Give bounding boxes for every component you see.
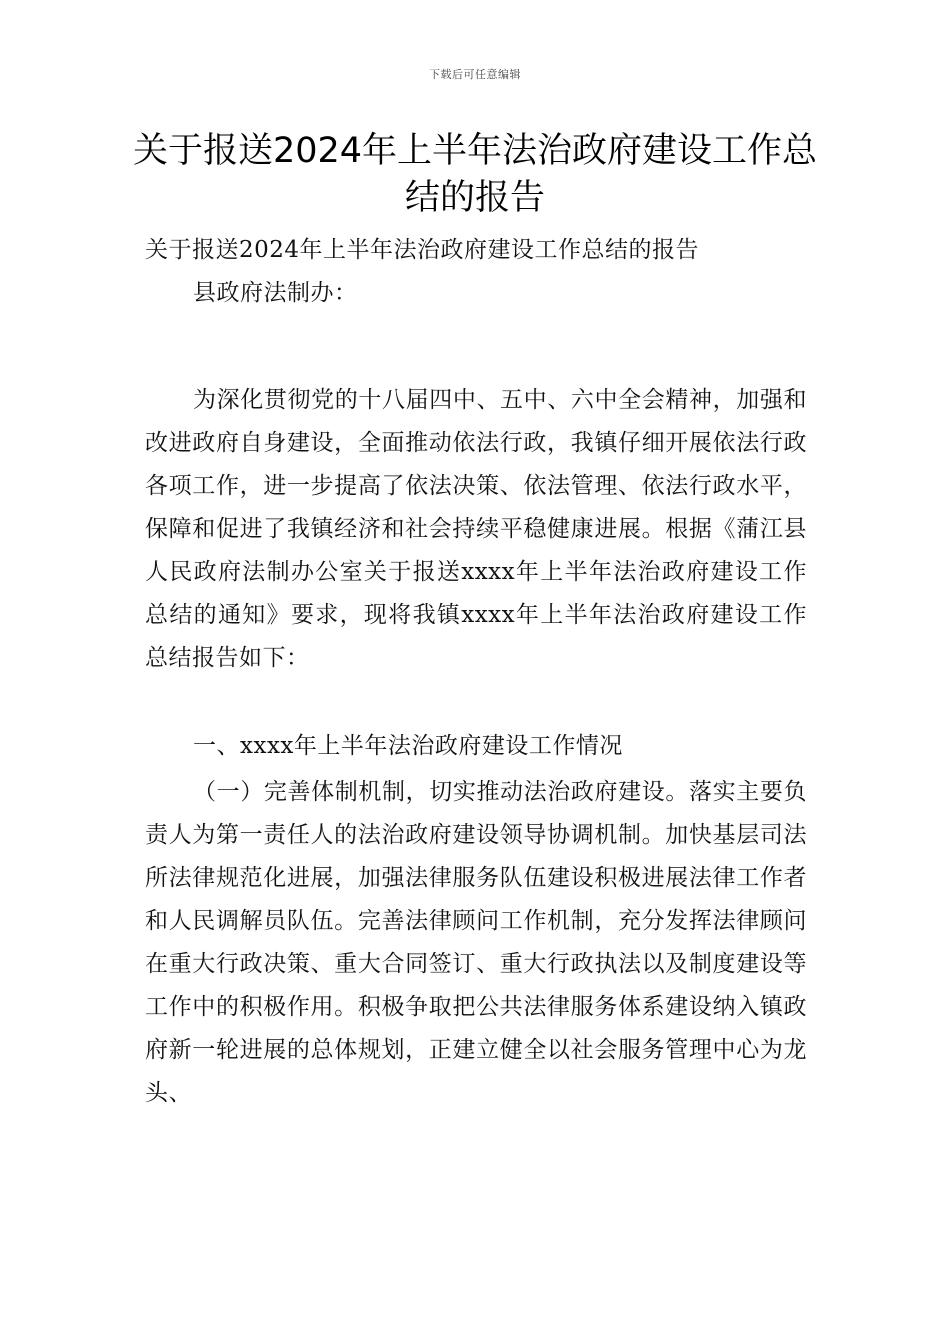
paragraph-intro: 为深化贯彻党的十八届四中、五中、六中全会精神，加强和改进政府自身建设，全面推动依法行政，我镇仔细开展依法行政各项工作，进一步提高了依法决策、依法管理、依法行政水平，保障和促进了我镇经济和社会持续平稳健康进展。根据《蒲江县人民政府法制办公室关于报送xxxx年上半年法治政府建设工作总结的通知》要求，现将我镇xxxx年上半年法治政府建设工作总结报告如下： <box>145 387 807 671</box>
paragraph-section-1: （一）完善体制机制，切实推动法治政府建设。落实主要负责人为第一责任人的法治政府建设领导协调机制。加快基层司法所法律规范化进展，加强法律服务队伍建设积极进展法律工作者和人民调解员队伍。完善法律顾问工作机制，充分发挥法律顾问在重大行政决策、重大合同签订、重大行政执法以及制度建设等工作中的积极作用。积极争取把公共法律服务体系建设纳入镇政府新一轮进展的总体规划，正建立健全以社会服务管理中心为龙头、 <box>145 779 807 1106</box>
section-heading: 一、xxxx年上半年法治政府建设工作情况 <box>193 733 623 759</box>
header-note: 下载后可任意编辑 <box>429 68 521 81</box>
salutation: 县政府法制办： <box>193 280 358 306</box>
document-title: 关于报送2024年上半年法治政府建设工作总结的报告 <box>132 131 818 218</box>
document-body <box>145 232 807 1115</box>
repeat-title: 关于报送2024年上半年法治政府建设工作总结的报告 <box>145 237 700 263</box>
